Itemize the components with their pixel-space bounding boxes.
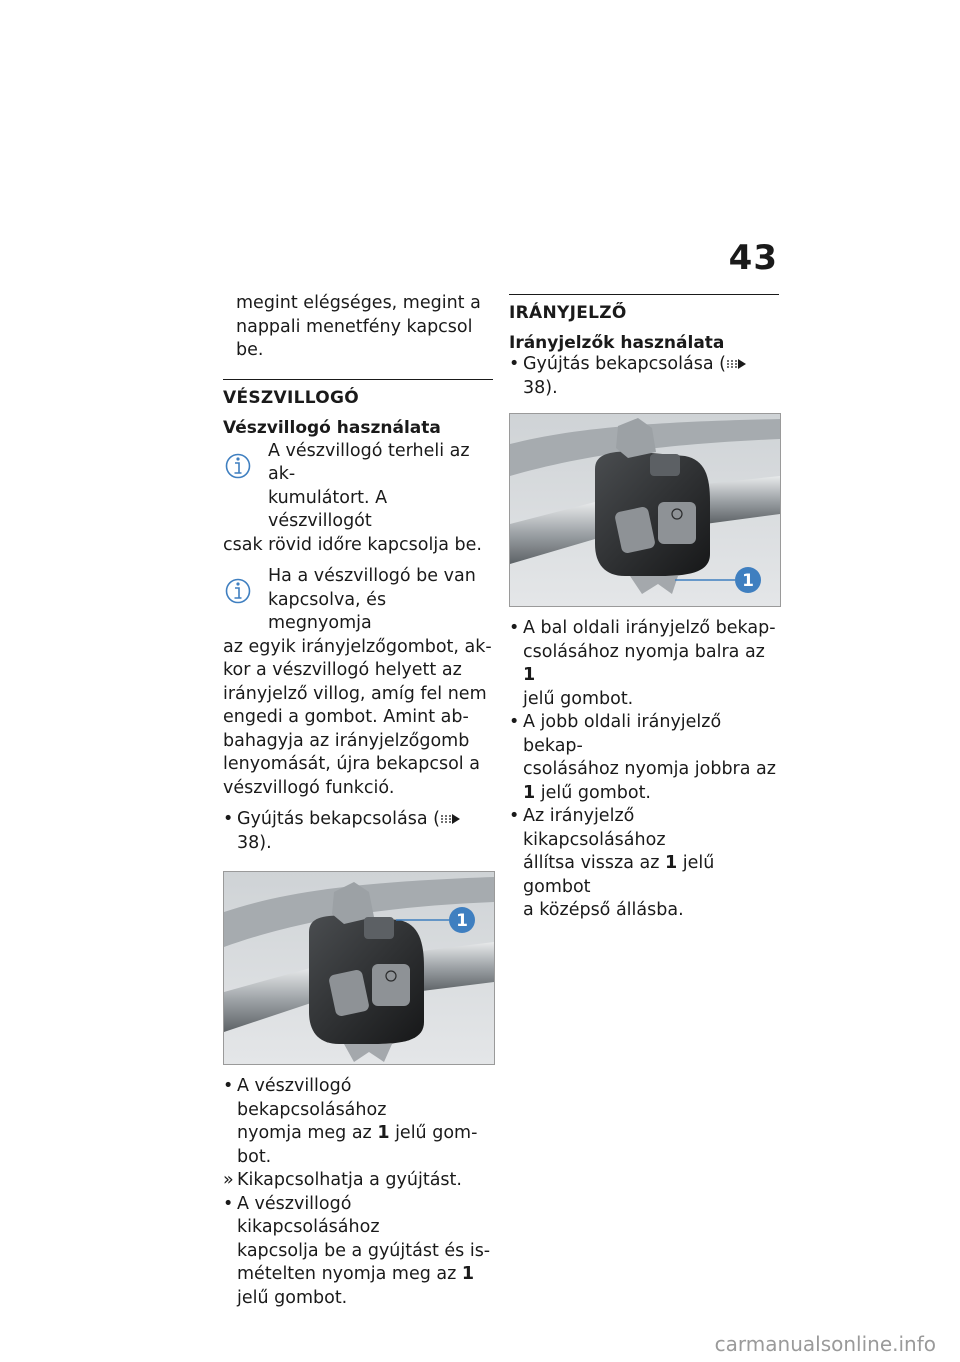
hazard-on-step: • A vészvillogó bekapcsolásához nyomja meg az 1 jelű gom- bot. (223, 1076, 478, 1167)
page-reference-arrow-icon (440, 813, 462, 825)
page-reference-link[interactable]: 38). (237, 832, 272, 853)
note2-line-8: lenyomását, újra bekapcsol a (223, 754, 480, 774)
page-reference-arrow-icon (726, 358, 748, 370)
hazard-off-step: • A vészvillogó kikapcsolásához kapcsolja be a gyújtást és is- mételten nyomja meg az 1 jelű gombot. (223, 1193, 491, 1308)
signal-off-step: • Az irányjelző kikapcsolásához állítsa vissza az 1 jelű gombot a középső állásba. (509, 806, 715, 920)
ignition-step: • Gyújtás bekapcsolása (38). (223, 808, 493, 855)
note1-line-1: A vészvillogó terheli az ak- (268, 440, 470, 484)
note2-line-9: vészvillogó funkció. (223, 777, 395, 798)
right-signal-step: • A jobb oldali irányjelző bekap- csolásához nyomja jobbra az 1 jelű gombot. (509, 712, 776, 803)
turn-signal-switch-photo (509, 413, 781, 607)
note2-line-5: irányjelző villog, amíg fel nem (223, 683, 487, 704)
section-rule (223, 379, 493, 408)
right-column (509, 292, 779, 923)
callout-number: 1 (456, 911, 468, 931)
note2-line-7: bahagyja az irányjelzőgomb (223, 730, 470, 751)
handlebar-switch-image (224, 872, 494, 1064)
left-signal-step: • A bal oldali irányjelző bekap- csolásához nyomja balra az 1 jelű gombot. (509, 618, 776, 709)
hazard-switch-photo (223, 871, 495, 1065)
ignition-step: • Gyújtás bekapcsolása (38). (509, 353, 779, 400)
info-icon (225, 573, 251, 609)
section-title-turn-signal: IRÁNYJELZŐ (509, 303, 627, 323)
intro-line-2: nappali menetfény kapcsol be. (236, 316, 473, 360)
note-battery (223, 440, 493, 558)
watermark-link[interactable]: carmanualsonline.info (714, 1332, 936, 1356)
intro-line-1: megint elégséges, megint a (236, 293, 481, 313)
page-reference-link[interactable]: 38). (523, 377, 558, 398)
note2-line-4: kor a vészvillogó helyett az (223, 660, 462, 680)
info-icon (225, 448, 251, 484)
subtitle-hazard: Vészvillogó használata (223, 417, 441, 438)
note-turn-signal (223, 565, 493, 800)
page-number: 43 (728, 238, 778, 278)
callout-number: 1 (742, 571, 754, 591)
note2-line-6: engedi a gombot. Amint ab- (223, 707, 469, 727)
handlebar-switch-image (510, 414, 780, 606)
note2-line-1: Ha a vészvillogó be van (268, 566, 476, 586)
subtitle-turn-signal: Irányjelzők használata (509, 333, 725, 353)
note2-line-2: kapcsolva, és megnyomja (268, 589, 387, 633)
note2-line-3: az egyik irányjelzőgombot, ak- (223, 636, 492, 657)
note1-line-2: kumulátort. A vészvillogót (268, 487, 388, 531)
ignition-off-result: » Kikapcsolhatja a gyújtást. (223, 1170, 462, 1190)
section-rule (509, 294, 779, 323)
note1-line-3: csak rövid időre kapcsolja be. (223, 534, 482, 555)
section-title-hazard: VÉSZVILLOGÓ (223, 387, 360, 408)
left-column (223, 292, 493, 1310)
